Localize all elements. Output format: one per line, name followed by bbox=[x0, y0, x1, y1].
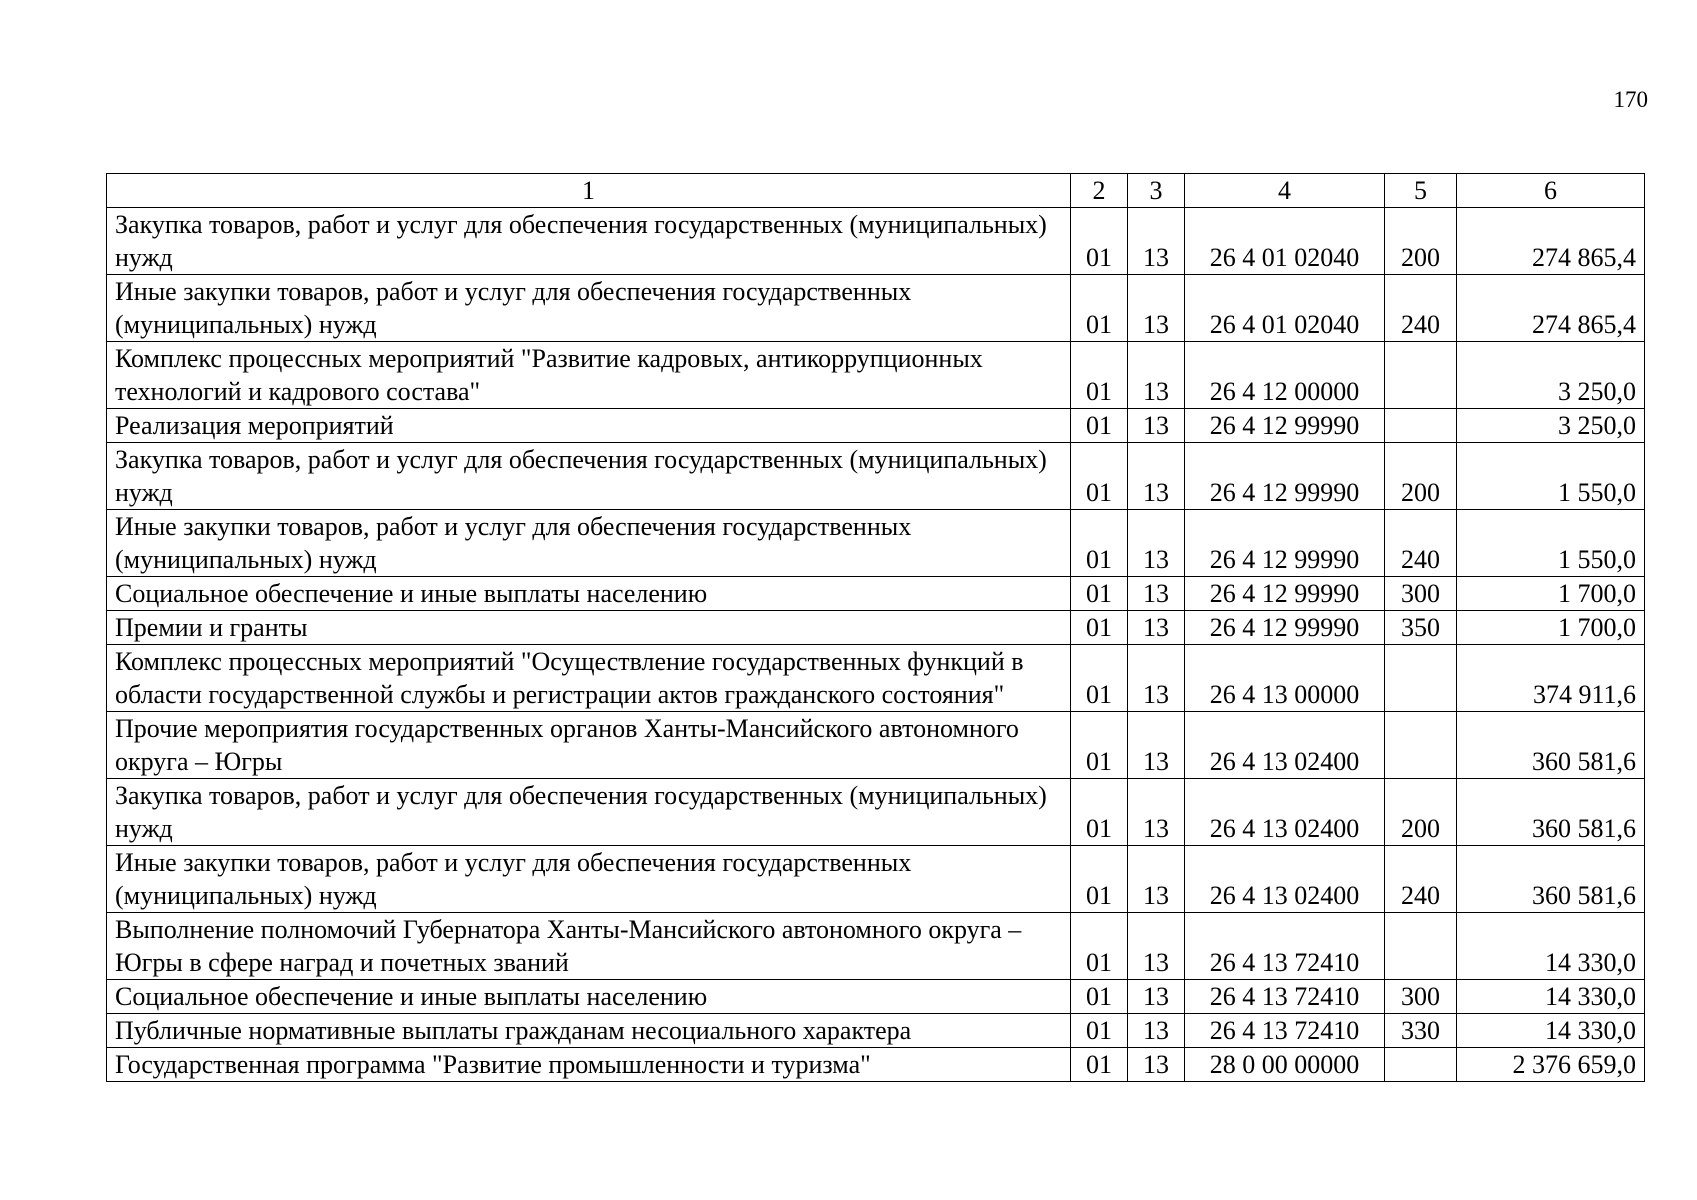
item-name-cell: Премии и гранты bbox=[107, 611, 1071, 645]
amount-cell: 374 911,6 bbox=[1457, 645, 1645, 712]
column-header-6: 6 bbox=[1457, 174, 1645, 208]
table-row bbox=[107, 342, 1645, 409]
subsection-code-cell: 13 bbox=[1128, 1048, 1185, 1082]
amount-cell: 1 700,0 bbox=[1457, 577, 1645, 611]
section-code-cell: 01 bbox=[1071, 1014, 1128, 1048]
target-article-cell: 26 4 01 02040 bbox=[1185, 208, 1385, 275]
amount-cell: 14 330,0 bbox=[1457, 980, 1645, 1014]
expense-type-cell bbox=[1385, 712, 1457, 779]
amount-cell: 2 376 659,0 bbox=[1457, 1048, 1645, 1082]
section-code-cell: 01 bbox=[1071, 275, 1128, 342]
table-body bbox=[107, 208, 1645, 1082]
expense-type-cell bbox=[1385, 645, 1457, 712]
target-article-cell: 26 4 01 02040 bbox=[1185, 275, 1385, 342]
expense-type-cell: 330 bbox=[1385, 1014, 1457, 1048]
section-code-cell: 01 bbox=[1071, 510, 1128, 577]
section-code-cell: 01 bbox=[1071, 645, 1128, 712]
expense-type-cell bbox=[1385, 1048, 1457, 1082]
subsection-code-cell: 13 bbox=[1128, 409, 1185, 443]
amount-cell: 274 865,4 bbox=[1457, 208, 1645, 275]
table-row bbox=[107, 510, 1645, 577]
target-article-cell: 26 4 12 00000 bbox=[1185, 342, 1385, 409]
item-name-cell: Иные закупки товаров, работ и услуг для обеспечения государственных (муниципальных) нужд bbox=[107, 846, 1071, 913]
subsection-code-cell: 13 bbox=[1128, 1014, 1185, 1048]
target-article-cell: 26 4 12 99990 bbox=[1185, 611, 1385, 645]
table-header-row bbox=[107, 174, 1645, 208]
amount-cell: 14 330,0 bbox=[1457, 913, 1645, 980]
expense-type-cell: 240 bbox=[1385, 275, 1457, 342]
column-header-1: 1 bbox=[107, 174, 1071, 208]
section-code-cell: 01 bbox=[1071, 577, 1128, 611]
expense-type-cell: 200 bbox=[1385, 208, 1457, 275]
amount-cell: 360 581,6 bbox=[1457, 846, 1645, 913]
target-article-cell: 26 4 13 72410 bbox=[1185, 980, 1385, 1014]
section-code-cell: 01 bbox=[1071, 980, 1128, 1014]
subsection-code-cell: 13 bbox=[1128, 577, 1185, 611]
target-article-cell: 26 4 13 02400 bbox=[1185, 846, 1385, 913]
section-code-cell: 01 bbox=[1071, 611, 1128, 645]
table-row bbox=[107, 611, 1645, 645]
expense-type-cell: 350 bbox=[1385, 611, 1457, 645]
section-code-cell: 01 bbox=[1071, 712, 1128, 779]
table-row bbox=[107, 275, 1645, 342]
subsection-code-cell: 13 bbox=[1128, 846, 1185, 913]
item-name-cell: Закупка товаров, работ и услуг для обеспечения государственных (муниципальных) нужд bbox=[107, 779, 1071, 846]
amount-cell: 360 581,6 bbox=[1457, 779, 1645, 846]
table-row bbox=[107, 779, 1645, 846]
subsection-code-cell: 13 bbox=[1128, 712, 1185, 779]
subsection-code-cell: 13 bbox=[1128, 443, 1185, 510]
subsection-code-cell: 13 bbox=[1128, 208, 1185, 275]
item-name-cell: Реализация мероприятий bbox=[107, 409, 1071, 443]
target-article-cell: 26 4 12 99990 bbox=[1185, 510, 1385, 577]
target-article-cell: 26 4 13 72410 bbox=[1185, 1014, 1385, 1048]
subsection-code-cell: 13 bbox=[1128, 342, 1185, 409]
table-row bbox=[107, 712, 1645, 779]
target-article-cell: 26 4 13 72410 bbox=[1185, 913, 1385, 980]
amount-cell: 3 250,0 bbox=[1457, 342, 1645, 409]
expense-type-cell: 240 bbox=[1385, 510, 1457, 577]
item-name-cell: Прочие мероприятия государственных органов Ханты-Мансийского автономного округа – Югры bbox=[107, 712, 1071, 779]
subsection-code-cell: 13 bbox=[1128, 510, 1185, 577]
target-article-cell: 26 4 13 00000 bbox=[1185, 645, 1385, 712]
amount-cell: 1 700,0 bbox=[1457, 611, 1645, 645]
expense-type-cell: 200 bbox=[1385, 779, 1457, 846]
table-row bbox=[107, 913, 1645, 980]
table-row bbox=[107, 409, 1645, 443]
expense-type-cell: 200 bbox=[1385, 443, 1457, 510]
item-name-cell: Закупка товаров, работ и услуг для обеспечения государственных (муниципальных) нужд bbox=[107, 443, 1071, 510]
table-row bbox=[107, 577, 1645, 611]
subsection-code-cell: 13 bbox=[1128, 645, 1185, 712]
table-row bbox=[107, 980, 1645, 1014]
budget-table bbox=[106, 173, 1645, 1082]
section-code-cell: 01 bbox=[1071, 443, 1128, 510]
amount-cell: 360 581,6 bbox=[1457, 712, 1645, 779]
section-code-cell: 01 bbox=[1071, 779, 1128, 846]
target-article-cell: 26 4 12 99990 bbox=[1185, 443, 1385, 510]
item-name-cell: Публичные нормативные выплаты гражданам несоциального характера bbox=[107, 1014, 1071, 1048]
item-name-cell: Государственная программа "Развитие промышленности и туризма" bbox=[107, 1048, 1071, 1082]
section-code-cell: 01 bbox=[1071, 1048, 1128, 1082]
column-header-5: 5 bbox=[1385, 174, 1457, 208]
amount-cell: 14 330,0 bbox=[1457, 1014, 1645, 1048]
expense-type-cell: 300 bbox=[1385, 980, 1457, 1014]
column-header-3: 3 bbox=[1128, 174, 1185, 208]
column-header-4: 4 bbox=[1185, 174, 1385, 208]
expense-type-cell: 240 bbox=[1385, 846, 1457, 913]
item-name-cell: Иные закупки товаров, работ и услуг для обеспечения государственных (муниципальных) нужд bbox=[107, 275, 1071, 342]
subsection-code-cell: 13 bbox=[1128, 611, 1185, 645]
subsection-code-cell: 13 bbox=[1128, 980, 1185, 1014]
page-number: 170 bbox=[1613, 87, 1648, 112]
amount-cell: 1 550,0 bbox=[1457, 443, 1645, 510]
section-code-cell: 01 bbox=[1071, 913, 1128, 980]
item-name-cell: Социальное обеспечение и иные выплаты населению bbox=[107, 980, 1071, 1014]
target-article-cell: 26 4 12 99990 bbox=[1185, 409, 1385, 443]
table-row bbox=[107, 208, 1645, 275]
target-article-cell: 26 4 13 02400 bbox=[1185, 779, 1385, 846]
table-row bbox=[107, 846, 1645, 913]
table-row bbox=[107, 1048, 1645, 1082]
subsection-code-cell: 13 bbox=[1128, 779, 1185, 846]
expense-type-cell: 300 bbox=[1385, 577, 1457, 611]
target-article-cell: 28 0 00 00000 bbox=[1185, 1048, 1385, 1082]
item-name-cell: Комплекс процессных мероприятий "Осуществление государственных функций в области государственной службы и регистрации актов гражданского состояния" bbox=[107, 645, 1071, 712]
target-article-cell: 26 4 12 99990 bbox=[1185, 577, 1385, 611]
item-name-cell: Выполнение полномочий Губернатора Ханты-Мансийского автономного округа – Югры в сфере наград и почетных званий bbox=[107, 913, 1071, 980]
section-code-cell: 01 bbox=[1071, 846, 1128, 913]
table-row bbox=[107, 1014, 1645, 1048]
item-name-cell: Иные закупки товаров, работ и услуг для обеспечения государственных (муниципальных) нужд bbox=[107, 510, 1071, 577]
amount-cell: 3 250,0 bbox=[1457, 409, 1645, 443]
section-code-cell: 01 bbox=[1071, 208, 1128, 275]
amount-cell: 274 865,4 bbox=[1457, 275, 1645, 342]
item-name-cell: Комплекс процессных мероприятий "Развитие кадровых, антикоррупционных технологий и кадрового состава" bbox=[107, 342, 1071, 409]
expense-type-cell bbox=[1385, 913, 1457, 980]
item-name-cell: Закупка товаров, работ и услуг для обеспечения государственных (муниципальных) нужд bbox=[107, 208, 1071, 275]
amount-cell: 1 550,0 bbox=[1457, 510, 1645, 577]
section-code-cell: 01 bbox=[1071, 409, 1128, 443]
expense-type-cell bbox=[1385, 342, 1457, 409]
section-code-cell: 01 bbox=[1071, 342, 1128, 409]
table-row bbox=[107, 443, 1645, 510]
target-article-cell: 26 4 13 02400 bbox=[1185, 712, 1385, 779]
column-header-2: 2 bbox=[1071, 174, 1128, 208]
item-name-cell: Социальное обеспечение и иные выплаты населению bbox=[107, 577, 1071, 611]
table-row bbox=[107, 645, 1645, 712]
subsection-code-cell: 13 bbox=[1128, 913, 1185, 980]
expense-type-cell bbox=[1385, 409, 1457, 443]
subsection-code-cell: 13 bbox=[1128, 275, 1185, 342]
